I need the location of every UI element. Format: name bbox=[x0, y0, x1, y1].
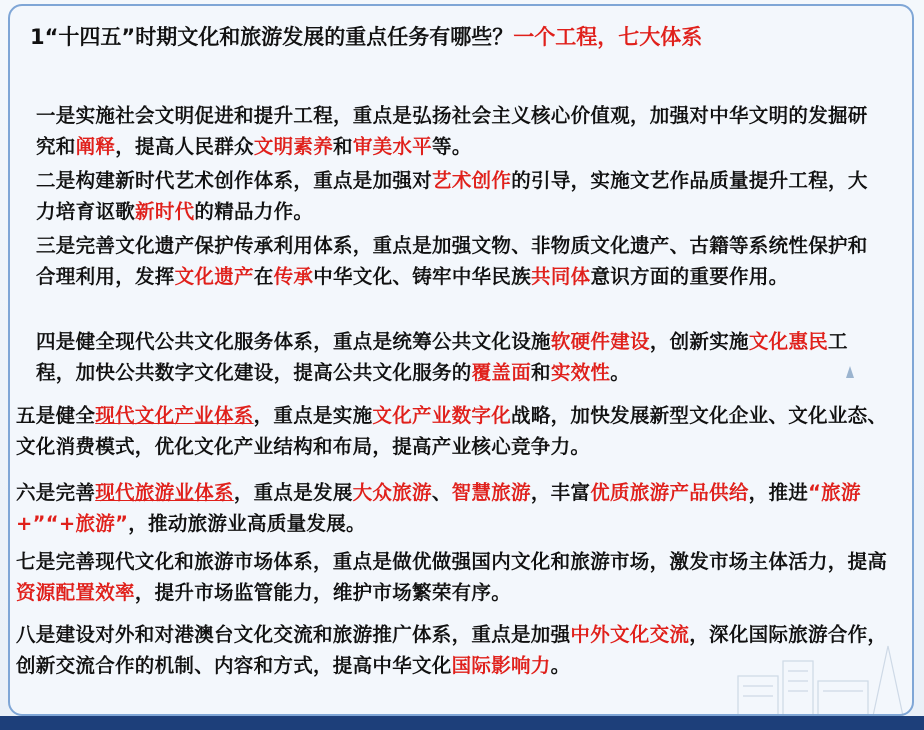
task-paragraph-8 bbox=[16, 619, 896, 681]
title-question: 1“十四五”时期文化和旅游发展的重点任务有哪些？ bbox=[30, 25, 514, 49]
paragraph-text: ，提高人民群众 bbox=[115, 135, 254, 158]
paragraph-text: 和 bbox=[333, 135, 353, 158]
paragraph-text: 一是实施社会文明促进和提升工程，重点是弘扬社会主义核心价值观，加强对中华文明的发掘研究和 bbox=[36, 104, 868, 158]
paragraph-text: 三是完善文化遗产保护传承利用体系，重点是加强文物、非物质文化遗产、古籍等系统性保护和合理利用，发挥 bbox=[36, 234, 868, 288]
paragraph-text: 二是构建新时代艺术创作体系，重点是加强对 bbox=[36, 169, 433, 192]
highlighted-term: 艺术创作 bbox=[432, 169, 512, 192]
highlighted-term: 现代旅游业体系 bbox=[95, 481, 234, 504]
highlighted-term: 共同体 bbox=[531, 265, 591, 288]
highlighted-term: 现代文化产业体系 bbox=[95, 404, 254, 427]
paragraph-text: 五是健全 bbox=[16, 404, 96, 427]
highlighted-term: 实效性 bbox=[550, 361, 611, 384]
highlighted-term: 新时代 bbox=[135, 200, 195, 223]
paragraph-text: ，重点是发展 bbox=[233, 481, 353, 504]
task-paragraph-2 bbox=[36, 165, 886, 227]
highlighted-term: 文化产业数字化 bbox=[372, 404, 512, 427]
highlighted-term: 审美水平 bbox=[352, 135, 433, 158]
highlighted-term: 文化惠民 bbox=[748, 330, 829, 353]
page-title bbox=[30, 22, 890, 52]
paragraph-text: 中华文化、铸牢中华民族 bbox=[313, 265, 532, 288]
title-answer: 一个工程，七大体系 bbox=[513, 25, 703, 49]
paragraph-text: ，创新实施 bbox=[649, 330, 749, 353]
paragraph-text: 等。 bbox=[432, 135, 472, 158]
highlighted-term: 文化遗产 bbox=[174, 265, 254, 288]
task-paragraph-5 bbox=[16, 400, 896, 462]
paragraph-text: ，推动旅游业高质量发展。 bbox=[128, 512, 366, 535]
task-paragraph-4 bbox=[36, 326, 886, 388]
paragraph-text: ，丰富 bbox=[530, 481, 591, 504]
paragraph-text: 。 bbox=[550, 654, 571, 677]
paragraph-text: 意识方面的重要作用。 bbox=[590, 265, 789, 288]
paragraph-text: 的精品力作。 bbox=[194, 200, 314, 223]
paragraph-text: 和 bbox=[531, 361, 551, 384]
task-paragraph-6 bbox=[16, 477, 896, 539]
highlighted-term: 文明素养 bbox=[253, 135, 334, 158]
paragraph-text: 的引导，实施文艺作品质量提升工程，大力培育讴歌 bbox=[36, 169, 868, 223]
footer-bar bbox=[0, 716, 924, 730]
highlighted-term: 智慧旅游 bbox=[451, 481, 531, 504]
paragraph-text: 在 bbox=[253, 265, 274, 288]
paragraph-text: 。 bbox=[610, 361, 631, 384]
paragraph-text: ，重点是实施 bbox=[253, 404, 373, 427]
highlighted-term: 国际影响力 bbox=[451, 654, 551, 677]
highlighted-term: 软硬件建设 bbox=[550, 330, 650, 353]
paragraph-text: 八是建设对外和对港澳台文化交流和旅游推广体系，重点是加强 bbox=[16, 623, 571, 646]
task-paragraph-7 bbox=[16, 546, 896, 608]
highlighted-term: 阐释 bbox=[75, 135, 116, 158]
cursor-marker bbox=[846, 366, 854, 378]
highlighted-term: 中外文化交流 bbox=[570, 623, 690, 646]
paragraph-text: 工程，加快公共数字文化建设，提高公共文化服务的 bbox=[36, 330, 848, 384]
paragraph-text: 、 bbox=[431, 481, 452, 504]
highlighted-term: 大众旅游 bbox=[352, 481, 432, 504]
task-paragraph-3 bbox=[36, 230, 886, 292]
highlighted-term: 传承 bbox=[273, 265, 314, 288]
highlighted-term: 覆盖面 bbox=[471, 361, 532, 384]
paragraph-text: 七是完善现代文化和旅游市场体系，重点是做优做强国内文化和旅游市场，激发市场主体活力，提高 bbox=[16, 550, 888, 573]
paragraph-text: 六是完善 bbox=[16, 481, 96, 504]
paragraph-text: 战略，加快发展新型文化企业、文化业态、文化消费模式，优化文化产业结构和布局，提高产业核心竞争力。 bbox=[16, 404, 888, 458]
paragraph-text: ，推进 bbox=[748, 481, 809, 504]
highlighted-term: 资源配置效率 bbox=[16, 581, 135, 604]
highlighted-term: “旅游+”“+旅游” bbox=[16, 481, 861, 535]
paragraph-text: ，提升市场监管能力，维护市场繁荣有序。 bbox=[134, 581, 512, 604]
paragraph-text: ，深化国际旅游合作，创新交流合作的机制、内容和方式，提高中华文化 bbox=[16, 623, 888, 677]
task-paragraph-1 bbox=[36, 100, 886, 162]
highlighted-term: 优质旅游产品供给 bbox=[590, 481, 749, 504]
paragraph-text: 四是健全现代公共文化服务体系，重点是统筹公共文化设施 bbox=[36, 330, 551, 353]
